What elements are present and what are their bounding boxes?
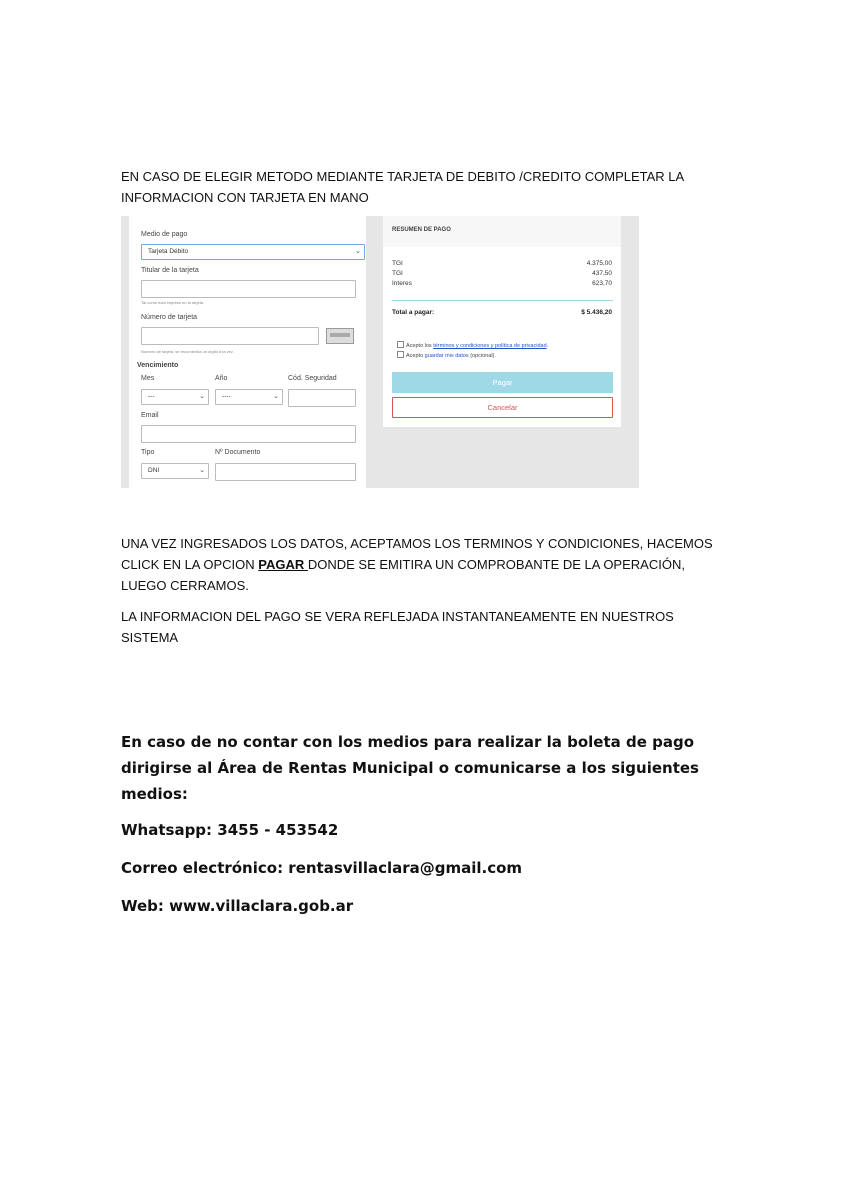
anio-value: ---- xyxy=(222,393,231,400)
terms-checkbox-row[interactable] xyxy=(397,341,548,349)
titular-hint: Tal como está impreso en la tarjeta. xyxy=(141,300,205,305)
pay-button[interactable]: Pagar xyxy=(392,372,613,393)
save-prefix: Acepto xyxy=(406,353,425,359)
numero-label: Número de tarjeta xyxy=(141,314,198,321)
summary-divider xyxy=(392,300,613,301)
credit-card-icon xyxy=(326,328,354,344)
documento-input[interactable] xyxy=(215,463,356,481)
summary-row-amount: 623,70 xyxy=(592,280,612,287)
cod-seguridad-label: Cód. Seguridad xyxy=(288,375,337,382)
tipo-label: Tipo xyxy=(141,449,155,456)
summary-title: RESUMEN DE PAGO xyxy=(392,227,451,233)
chevron-down-icon: ⌄ xyxy=(355,248,361,255)
save-data-link[interactable]: guardar mis datos xyxy=(424,353,469,359)
summary-header xyxy=(383,216,621,247)
titular-label: Titular de la tarjeta xyxy=(141,267,199,274)
card-number-input[interactable] xyxy=(141,327,319,345)
mes-select[interactable] xyxy=(141,389,209,405)
save-suffix: (opcional). xyxy=(468,353,496,359)
save-data-checkbox[interactable] xyxy=(397,351,404,358)
tipo-value: DNI xyxy=(148,467,160,474)
tipo-select[interactable] xyxy=(141,463,209,479)
summary-row-amount: 437,50 xyxy=(592,270,612,277)
medio-select[interactable] xyxy=(141,244,365,260)
contact-intro: En caso de no contar con los medios para realizar la boleta de pago dirigirse al Área de Rentas Municipal o comunicarse a los siguientes medios: xyxy=(121,733,699,803)
save-data-checkbox-row[interactable] xyxy=(397,351,496,359)
anio-select[interactable] xyxy=(215,389,283,405)
terms-suffix: . xyxy=(546,343,549,349)
payment-form-screenshot xyxy=(121,216,639,488)
summary-row xyxy=(392,270,612,277)
summary-row-label: Interes xyxy=(392,280,412,287)
numero-hint: Número de tarjeta, se recomienda un dígito a la vez. xyxy=(141,349,234,354)
intro-line-1: EN CASO DE ELEGIR METODO MEDIANTE TARJETA DE DEBITO /CREDITO COMPLETAR LA xyxy=(121,169,685,184)
anio-label: Año xyxy=(215,375,228,382)
terms-checkbox[interactable] xyxy=(397,341,404,348)
chevron-down-icon: ⌄ xyxy=(199,393,205,400)
instructions-text-start: UNA VEZ INGRESADOS LOS DATOS, ACEPTAMOS LOS TERMINOS Y CONDICIONES, HACEMOS CLICK EN LA OPCION xyxy=(121,536,713,572)
cancel-button[interactable]: Cancelar xyxy=(392,397,613,418)
documento-label: Nº Documento xyxy=(215,449,261,456)
payment-form-panel xyxy=(129,216,366,488)
summary-row xyxy=(392,260,612,267)
summary-row-label: TGI xyxy=(392,260,403,267)
contact-web: Web: www.villaclara.gob.ar xyxy=(121,897,354,915)
titular-input[interactable] xyxy=(141,280,356,298)
summary-row-amount: 4.375,00 xyxy=(586,260,612,267)
medio-value: Tarjeta Débito xyxy=(148,248,189,255)
terms-link[interactable]: términos y condiciones y política de privacidad xyxy=(433,343,547,349)
intro-line-2: INFORMACION CON TARJETA EN MANO xyxy=(121,190,369,205)
summary-row xyxy=(392,280,612,287)
total-amount: $ 5.436,20 xyxy=(581,309,612,316)
terms-prefix: Acepto los xyxy=(406,343,434,349)
email-input[interactable] xyxy=(141,425,356,443)
chevron-down-icon: ⌄ xyxy=(273,393,279,400)
summary-row-label: TGI xyxy=(392,270,403,277)
instructions-text-end: DONDE SE EMITIRA UN COMPROBANTE DE LA OPERACIÓN, LUEGO CERRAMOS. xyxy=(121,557,685,593)
cod-seguridad-input[interactable] xyxy=(288,389,356,407)
summary-total xyxy=(392,309,612,316)
contact-whatsapp: Whatsapp: 3455 - 453542 xyxy=(121,821,339,839)
mes-label: Mes xyxy=(141,375,155,382)
vencimiento-label: Vencimiento xyxy=(137,362,179,369)
pagar-emphasis: PAGAR xyxy=(258,557,308,572)
mes-value: --- xyxy=(148,393,155,400)
contact-email: Correo electrónico: rentasvillaclara@gmail.com xyxy=(121,859,523,877)
medio-label: Medio de pago xyxy=(141,231,188,238)
chevron-down-icon: ⌄ xyxy=(199,467,205,474)
total-label: Total a pagar: xyxy=(392,309,435,316)
info-paragraph: LA INFORMACION DEL PAGO SE VERA REFLEJADA INSTANTANEAMENTE EN NUESTROS SISTEMA xyxy=(121,609,674,645)
payment-summary-panel xyxy=(383,216,621,427)
instructions-paragraph xyxy=(121,533,721,596)
email-label: Email xyxy=(141,412,159,419)
intro-paragraph xyxy=(121,166,721,208)
